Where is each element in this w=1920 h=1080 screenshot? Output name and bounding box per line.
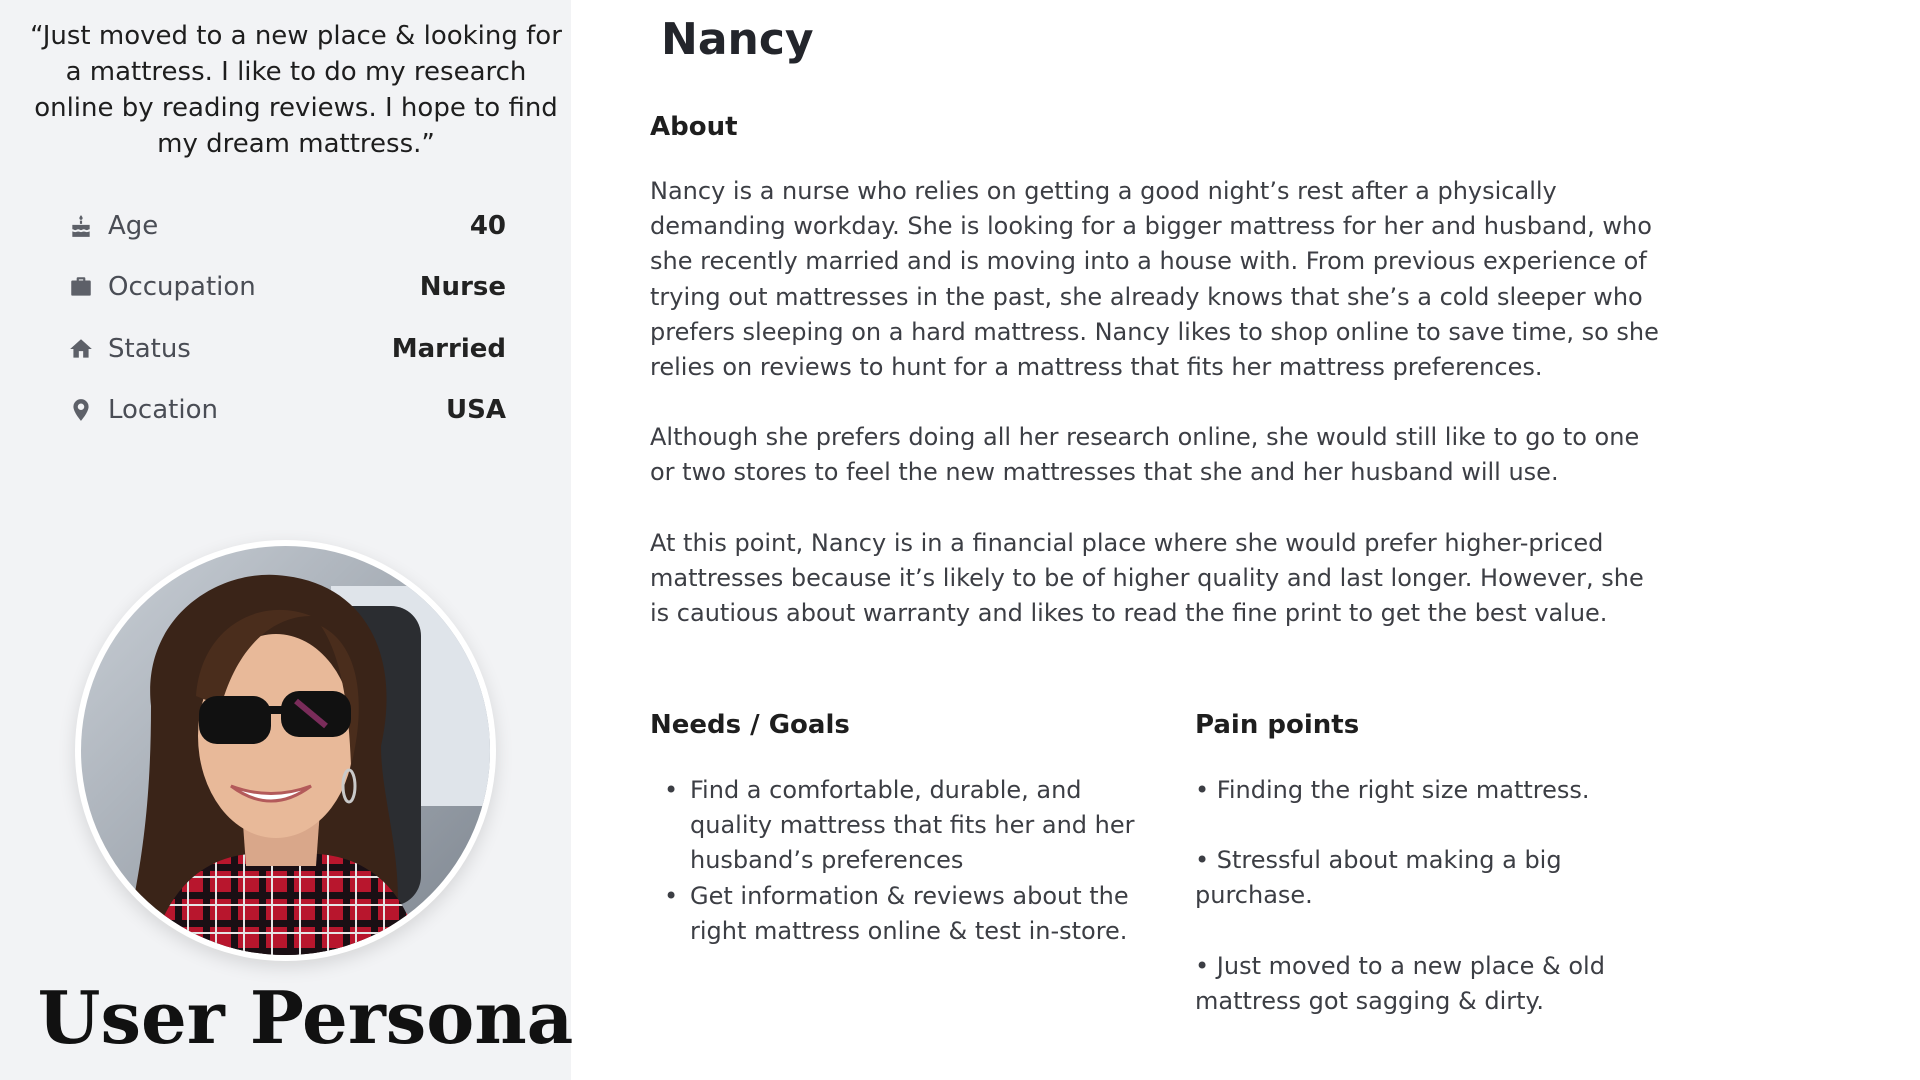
age-label: Age xyxy=(108,210,159,241)
avatar xyxy=(75,540,496,961)
list-item: • Finding the right size mattress. xyxy=(1195,776,1590,804)
about-section xyxy=(650,174,1670,666)
attribute-row-age xyxy=(66,195,506,257)
status-value: Married xyxy=(391,333,506,364)
attribute-list xyxy=(66,195,506,441)
list-item xyxy=(650,879,1140,949)
about-paragraph: Nancy is a nurse who relies on getting a good night’s rest after a physically demanding workday. She is looking for a bigger mattress for her and husband, who she recently married and is moving into a house with. From previous experience of trying out mattresses in the past, she already knows that she’s a cold sleeper who prefers sleeping on a hard mattress. Nancy likes to shop online to save time, so she relies on reviews to hunt for a mattress that fits her mattress preferences. xyxy=(650,177,1659,382)
needs-goal-text: Find a comfortable, durable, and quality mattress that fits her and her husband’s preferences xyxy=(690,776,1135,875)
needs-goals-heading: Needs / Goals xyxy=(650,710,850,740)
location-value: USA xyxy=(446,395,506,426)
about-paragraph: Although she prefers doing all her research online, she would still like to go to one or two stores to feel the new mattresses that she and her husband will use. xyxy=(650,423,1640,487)
bullet-icon: • xyxy=(664,881,679,910)
needs-goals-list xyxy=(650,773,1140,949)
age-value: 40 xyxy=(469,210,506,241)
bullet-icon: • xyxy=(664,776,679,804)
attribute-row-location xyxy=(66,380,506,442)
about-paragraph: At this point, Nancy is in a financial place where she would prefer higher-priced mattresses because it’s likely to be of higher quality and last longer. However, she is cautious about warranty and likes to read the fine print to get the best value. xyxy=(650,528,1644,628)
persona-photo-illustration xyxy=(81,546,490,955)
persona-sidebar xyxy=(0,0,574,1080)
cake-icon xyxy=(66,211,96,241)
home-icon xyxy=(66,334,96,364)
list-item xyxy=(650,773,1140,879)
persona-photo xyxy=(81,546,490,955)
persona-quote: “Just moved to a new place & looking for a mattress. I like to do my research online by reading reviews. I hope to find my dream mattress.” xyxy=(30,21,562,159)
needs-goal-text: Get information & reviews about the right mattress online & test in-store. xyxy=(690,881,1129,945)
list-item: • Just moved to a new place & old mattress got sagging & dirty. xyxy=(1195,951,1605,1015)
pain-points-heading: Pain points xyxy=(1195,710,1360,740)
attribute-row-occupation xyxy=(66,257,506,319)
page-title: User Persona xyxy=(37,975,574,1060)
location-label: Location xyxy=(108,395,218,426)
status-label: Status xyxy=(108,333,191,364)
occupation-label: Occupation xyxy=(108,272,256,303)
persona-name: Nancy xyxy=(661,14,814,65)
attribute-row-status xyxy=(66,318,506,380)
briefcase-icon xyxy=(66,272,96,302)
about-heading: About xyxy=(650,112,738,142)
occupation-value: Nurse xyxy=(419,272,506,303)
location-pin-icon xyxy=(66,395,96,425)
list-item: • Stressful about making a big purchase. xyxy=(1195,846,1562,910)
pain-points-list xyxy=(1195,773,1665,1054)
